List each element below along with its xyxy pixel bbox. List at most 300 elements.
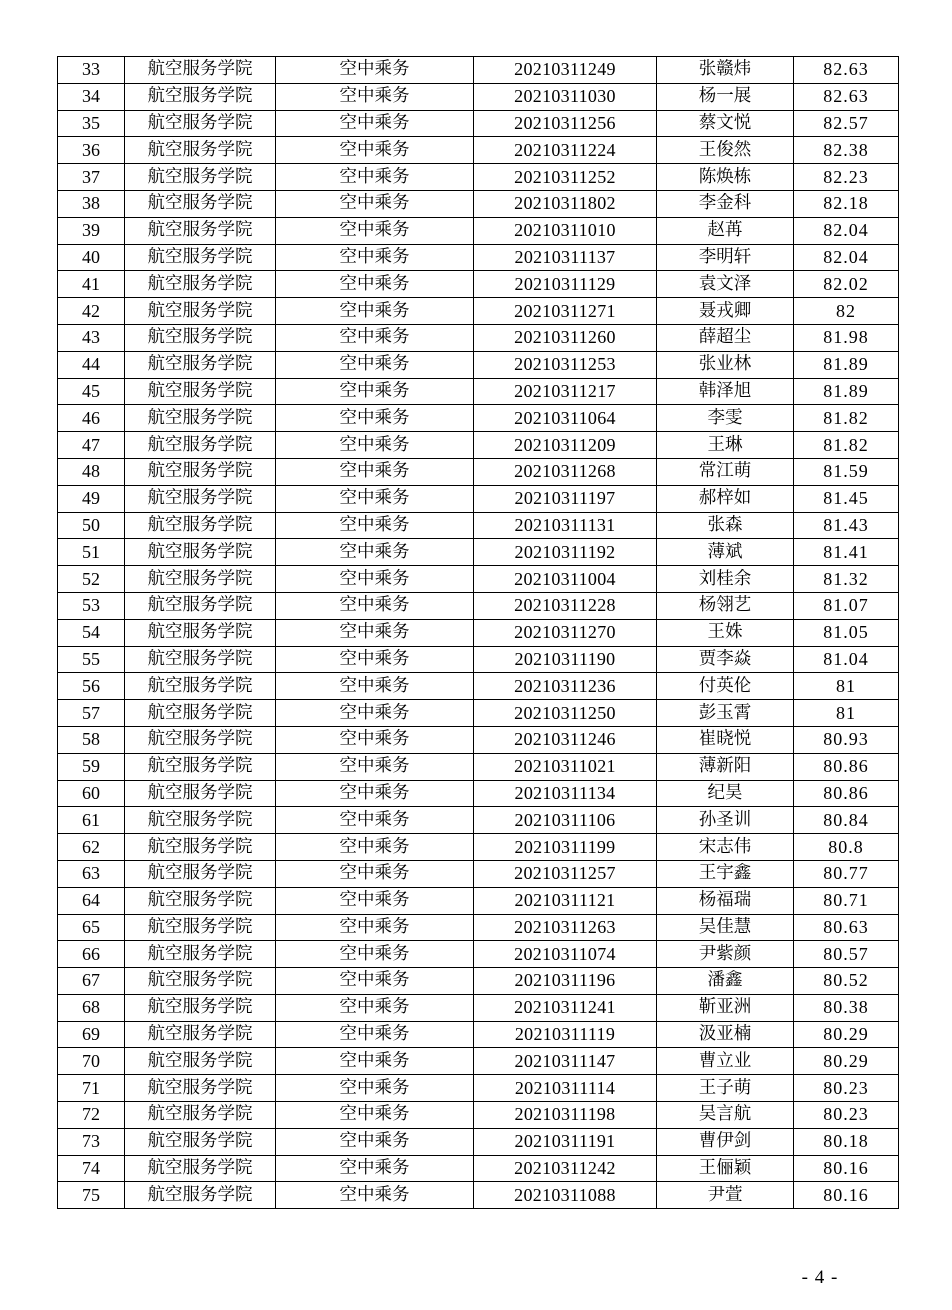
major-cell: 空中乘务	[276, 619, 474, 646]
table-row	[58, 700, 899, 727]
score-cell: 81.59	[794, 458, 899, 485]
student-name-cell: 张森	[657, 512, 794, 539]
student-id-cell: 20210311030	[474, 83, 657, 110]
row-number-cell: 59	[58, 753, 125, 780]
student-id-cell: 20210311192	[474, 539, 657, 566]
score-cell: 82.04	[794, 244, 899, 271]
student-name-cell: 吴言航	[657, 1102, 794, 1129]
row-number-cell: 53	[58, 592, 125, 619]
student-name-cell: 王琳	[657, 432, 794, 459]
student-name-cell: 王姝	[657, 619, 794, 646]
major-cell: 空中乘务	[276, 941, 474, 968]
college-cell: 航空服务学院	[125, 860, 276, 887]
table-row	[58, 110, 899, 137]
student-id-cell: 20210311088	[474, 1182, 657, 1209]
college-cell: 航空服务学院	[125, 324, 276, 351]
score-cell: 81.98	[794, 324, 899, 351]
table-row	[58, 673, 899, 700]
student-name-cell: 王俪颖	[657, 1155, 794, 1182]
score-cell: 82.63	[794, 57, 899, 84]
student-name-cell: 蔡文悦	[657, 110, 794, 137]
student-name-cell: 王子萌	[657, 1075, 794, 1102]
score-cell: 81.82	[794, 432, 899, 459]
student-name-cell: 杨一展	[657, 83, 794, 110]
college-cell: 航空服务学院	[125, 57, 276, 84]
table-row	[58, 432, 899, 459]
major-cell: 空中乘务	[276, 83, 474, 110]
page-number: - 4 -	[801, 1267, 839, 1288]
major-cell: 空中乘务	[276, 190, 474, 217]
student-name-cell: 李明轩	[657, 244, 794, 271]
table-row	[58, 1155, 899, 1182]
student-name-cell: 付英伦	[657, 673, 794, 700]
major-cell: 空中乘务	[276, 351, 474, 378]
student-name-cell: 彭玉霄	[657, 700, 794, 727]
table-row	[58, 271, 899, 298]
table-row	[58, 458, 899, 485]
college-cell: 航空服务学院	[125, 1021, 276, 1048]
row-number-cell: 48	[58, 458, 125, 485]
table-body	[58, 57, 899, 1209]
row-number-cell: 64	[58, 887, 125, 914]
college-cell: 航空服务学院	[125, 137, 276, 164]
student-id-cell: 20210311137	[474, 244, 657, 271]
row-number-cell: 66	[58, 941, 125, 968]
student-id-cell: 20210311134	[474, 780, 657, 807]
table-row	[58, 298, 899, 325]
major-cell: 空中乘务	[276, 968, 474, 995]
student-id-cell: 20210311224	[474, 137, 657, 164]
major-cell: 空中乘务	[276, 1102, 474, 1129]
score-cell: 81	[794, 673, 899, 700]
student-name-cell: 吴佳慧	[657, 914, 794, 941]
student-id-cell: 20210311191	[474, 1128, 657, 1155]
college-cell: 航空服务学院	[125, 244, 276, 271]
table-row	[58, 324, 899, 351]
college-cell: 航空服务学院	[125, 780, 276, 807]
row-number-cell: 71	[58, 1075, 125, 1102]
score-cell: 80.23	[794, 1075, 899, 1102]
score-cell: 80.86	[794, 753, 899, 780]
score-cell: 82.04	[794, 217, 899, 244]
major-cell: 空中乘务	[276, 1155, 474, 1182]
major-cell: 空中乘务	[276, 244, 474, 271]
score-cell: 81.89	[794, 351, 899, 378]
table-row	[58, 190, 899, 217]
major-cell: 空中乘务	[276, 405, 474, 432]
college-cell: 航空服务学院	[125, 726, 276, 753]
table-row	[58, 217, 899, 244]
table-row	[58, 512, 899, 539]
score-cell: 82.02	[794, 271, 899, 298]
student-name-cell: 曹伊剑	[657, 1128, 794, 1155]
student-id-cell: 20210311131	[474, 512, 657, 539]
college-cell: 航空服务学院	[125, 110, 276, 137]
row-number-cell: 39	[58, 217, 125, 244]
table-row	[58, 807, 899, 834]
major-cell: 空中乘务	[276, 1182, 474, 1209]
student-name-cell: 潘鑫	[657, 968, 794, 995]
student-id-cell: 20210311129	[474, 271, 657, 298]
college-cell: 航空服务学院	[125, 190, 276, 217]
score-cell: 81.05	[794, 619, 899, 646]
table-row	[58, 137, 899, 164]
score-cell: 82.63	[794, 83, 899, 110]
row-number-cell: 47	[58, 432, 125, 459]
major-cell: 空中乘务	[276, 834, 474, 861]
student-name-cell: 王宇鑫	[657, 860, 794, 887]
table-row	[58, 1075, 899, 1102]
student-name-cell: 李金科	[657, 190, 794, 217]
student-id-cell: 20210311249	[474, 57, 657, 84]
college-cell: 航空服务学院	[125, 1182, 276, 1209]
college-cell: 航空服务学院	[125, 566, 276, 593]
major-cell: 空中乘务	[276, 110, 474, 137]
student-id-cell: 20210311263	[474, 914, 657, 941]
major-cell: 空中乘务	[276, 1021, 474, 1048]
score-cell: 81.41	[794, 539, 899, 566]
student-id-cell: 20210311270	[474, 619, 657, 646]
student-name-cell: 薄斌	[657, 539, 794, 566]
score-cell: 80.84	[794, 807, 899, 834]
college-cell: 航空服务学院	[125, 646, 276, 673]
major-cell: 空中乘务	[276, 432, 474, 459]
student-name-cell: 汲亚楠	[657, 1021, 794, 1048]
major-cell: 空中乘务	[276, 1075, 474, 1102]
major-cell: 空中乘务	[276, 994, 474, 1021]
table-row	[58, 646, 899, 673]
row-number-cell: 51	[58, 539, 125, 566]
student-name-cell: 宋志伟	[657, 834, 794, 861]
row-number-cell: 61	[58, 807, 125, 834]
table-row	[58, 1128, 899, 1155]
college-cell: 航空服务学院	[125, 1048, 276, 1075]
score-cell: 81.89	[794, 378, 899, 405]
student-name-cell: 曹立业	[657, 1048, 794, 1075]
college-cell: 航空服务学院	[125, 1102, 276, 1129]
student-id-cell: 20210311242	[474, 1155, 657, 1182]
score-cell: 82.38	[794, 137, 899, 164]
row-number-cell: 68	[58, 994, 125, 1021]
score-cell: 80.8	[794, 834, 899, 861]
student-id-cell: 20210311209	[474, 432, 657, 459]
student-name-cell: 赵苒	[657, 217, 794, 244]
row-number-cell: 56	[58, 673, 125, 700]
score-cell: 80.63	[794, 914, 899, 941]
row-number-cell: 73	[58, 1128, 125, 1155]
major-cell: 空中乘务	[276, 539, 474, 566]
major-cell: 空中乘务	[276, 646, 474, 673]
table-row	[58, 1048, 899, 1075]
major-cell: 空中乘务	[276, 1048, 474, 1075]
college-cell: 航空服务学院	[125, 753, 276, 780]
student-name-cell: 薛超尘	[657, 324, 794, 351]
student-id-cell: 20210311802	[474, 190, 657, 217]
score-cell: 80.57	[794, 941, 899, 968]
score-cell: 81	[794, 700, 899, 727]
score-cell: 81.43	[794, 512, 899, 539]
student-name-cell: 李雯	[657, 405, 794, 432]
table-row	[58, 378, 899, 405]
student-name-cell: 张业林	[657, 351, 794, 378]
table-row	[58, 566, 899, 593]
college-cell: 航空服务学院	[125, 941, 276, 968]
college-cell: 航空服务学院	[125, 217, 276, 244]
student-name-cell: 孙圣训	[657, 807, 794, 834]
major-cell: 空中乘务	[276, 780, 474, 807]
college-cell: 航空服务学院	[125, 914, 276, 941]
row-number-cell: 43	[58, 324, 125, 351]
student-id-cell: 20210311010	[474, 217, 657, 244]
student-id-cell: 20210311196	[474, 968, 657, 995]
major-cell: 空中乘务	[276, 57, 474, 84]
college-cell: 航空服务学院	[125, 673, 276, 700]
score-cell: 81.82	[794, 405, 899, 432]
student-name-cell: 陈焕栋	[657, 164, 794, 191]
row-number-cell: 62	[58, 834, 125, 861]
table-row	[58, 539, 899, 566]
major-cell: 空中乘务	[276, 324, 474, 351]
student-name-cell: 袁文泽	[657, 271, 794, 298]
row-number-cell: 67	[58, 968, 125, 995]
row-number-cell: 55	[58, 646, 125, 673]
row-number-cell: 33	[58, 57, 125, 84]
table-row	[58, 164, 899, 191]
row-number-cell: 57	[58, 700, 125, 727]
college-cell: 航空服务学院	[125, 298, 276, 325]
score-cell: 80.18	[794, 1128, 899, 1155]
student-name-cell: 靳亚洲	[657, 994, 794, 1021]
score-cell: 80.93	[794, 726, 899, 753]
score-cell: 80.52	[794, 968, 899, 995]
college-cell: 航空服务学院	[125, 164, 276, 191]
student-id-cell: 20210311106	[474, 807, 657, 834]
college-cell: 航空服务学院	[125, 994, 276, 1021]
row-number-cell: 40	[58, 244, 125, 271]
major-cell: 空中乘务	[276, 164, 474, 191]
score-cell: 80.16	[794, 1182, 899, 1209]
score-cell: 81.07	[794, 592, 899, 619]
student-name-cell: 杨福瑞	[657, 887, 794, 914]
student-name-cell: 纪昊	[657, 780, 794, 807]
row-number-cell: 37	[58, 164, 125, 191]
row-number-cell: 65	[58, 914, 125, 941]
major-cell: 空中乘务	[276, 271, 474, 298]
score-cell: 81.32	[794, 566, 899, 593]
row-number-cell: 34	[58, 83, 125, 110]
student-id-cell: 20210311271	[474, 298, 657, 325]
major-cell: 空中乘务	[276, 1128, 474, 1155]
table-row	[58, 619, 899, 646]
major-cell: 空中乘务	[276, 753, 474, 780]
row-number-cell: 72	[58, 1102, 125, 1129]
table-row	[58, 941, 899, 968]
score-cell: 80.16	[794, 1155, 899, 1182]
student-name-cell: 韩泽旭	[657, 378, 794, 405]
student-name-cell: 杨翎艺	[657, 592, 794, 619]
row-number-cell: 46	[58, 405, 125, 432]
row-number-cell: 44	[58, 351, 125, 378]
student-id-cell: 20210311228	[474, 592, 657, 619]
college-cell: 航空服务学院	[125, 351, 276, 378]
student-id-cell: 20210311197	[474, 485, 657, 512]
table-row	[58, 726, 899, 753]
row-number-cell: 50	[58, 512, 125, 539]
row-number-cell: 60	[58, 780, 125, 807]
student-id-cell: 20210311064	[474, 405, 657, 432]
row-number-cell: 41	[58, 271, 125, 298]
table-row	[58, 860, 899, 887]
row-number-cell: 52	[58, 566, 125, 593]
college-cell: 航空服务学院	[125, 1155, 276, 1182]
student-id-cell: 20210311252	[474, 164, 657, 191]
table-row	[58, 405, 899, 432]
major-cell: 空中乘务	[276, 673, 474, 700]
college-cell: 航空服务学院	[125, 432, 276, 459]
student-id-cell: 20210311260	[474, 324, 657, 351]
major-cell: 空中乘务	[276, 298, 474, 325]
college-cell: 航空服务学院	[125, 968, 276, 995]
college-cell: 航空服务学院	[125, 485, 276, 512]
student-id-cell: 20210311121	[474, 887, 657, 914]
student-name-cell: 张赣炜	[657, 57, 794, 84]
major-cell: 空中乘务	[276, 137, 474, 164]
student-name-cell: 郝梓如	[657, 485, 794, 512]
score-cell: 80.29	[794, 1021, 899, 1048]
student-name-cell: 王俊然	[657, 137, 794, 164]
score-cell: 81.04	[794, 646, 899, 673]
score-cell: 80.71	[794, 887, 899, 914]
college-cell: 航空服务学院	[125, 83, 276, 110]
score-cell: 80.23	[794, 1102, 899, 1129]
college-cell: 航空服务学院	[125, 405, 276, 432]
major-cell: 空中乘务	[276, 807, 474, 834]
row-number-cell: 45	[58, 378, 125, 405]
score-cell: 82.23	[794, 164, 899, 191]
row-number-cell: 63	[58, 860, 125, 887]
major-cell: 空中乘务	[276, 700, 474, 727]
college-cell: 航空服务学院	[125, 539, 276, 566]
student-id-cell: 20210311147	[474, 1048, 657, 1075]
table-row	[58, 968, 899, 995]
student-name-cell: 贾李焱	[657, 646, 794, 673]
student-id-cell: 20210311241	[474, 994, 657, 1021]
score-cell: 80.86	[794, 780, 899, 807]
table-row	[58, 83, 899, 110]
table-row	[58, 592, 899, 619]
score-cell: 82	[794, 298, 899, 325]
college-cell: 航空服务学院	[125, 512, 276, 539]
score-table	[57, 56, 899, 1209]
major-cell: 空中乘务	[276, 592, 474, 619]
row-number-cell: 70	[58, 1048, 125, 1075]
student-id-cell: 20210311074	[474, 941, 657, 968]
college-cell: 航空服务学院	[125, 378, 276, 405]
row-number-cell: 69	[58, 1021, 125, 1048]
score-cell: 80.29	[794, 1048, 899, 1075]
student-id-cell: 20210311250	[474, 700, 657, 727]
row-number-cell: 36	[58, 137, 125, 164]
college-cell: 航空服务学院	[125, 1128, 276, 1155]
student-id-cell: 20210311021	[474, 753, 657, 780]
table-row	[58, 351, 899, 378]
major-cell: 空中乘务	[276, 566, 474, 593]
student-id-cell: 20210311253	[474, 351, 657, 378]
college-cell: 航空服务学院	[125, 887, 276, 914]
score-cell: 80.38	[794, 994, 899, 1021]
college-cell: 航空服务学院	[125, 834, 276, 861]
student-id-cell: 20210311236	[474, 673, 657, 700]
table-row	[58, 914, 899, 941]
major-cell: 空中乘务	[276, 860, 474, 887]
major-cell: 空中乘务	[276, 217, 474, 244]
row-number-cell: 75	[58, 1182, 125, 1209]
score-cell: 82.18	[794, 190, 899, 217]
student-name-cell: 刘桂余	[657, 566, 794, 593]
row-number-cell: 74	[58, 1155, 125, 1182]
major-cell: 空中乘务	[276, 458, 474, 485]
student-id-cell: 20210311199	[474, 834, 657, 861]
student-id-cell: 20210311217	[474, 378, 657, 405]
score-cell: 82.57	[794, 110, 899, 137]
college-cell: 航空服务学院	[125, 619, 276, 646]
student-id-cell: 20210311190	[474, 646, 657, 673]
table-row	[58, 994, 899, 1021]
student-name-cell: 尹萱	[657, 1182, 794, 1209]
major-cell: 空中乘务	[276, 887, 474, 914]
major-cell: 空中乘务	[276, 726, 474, 753]
table-row	[58, 780, 899, 807]
table-row	[58, 834, 899, 861]
student-name-cell: 崔晓悦	[657, 726, 794, 753]
student-name-cell: 尹紫颜	[657, 941, 794, 968]
student-id-cell: 20210311256	[474, 110, 657, 137]
college-cell: 航空服务学院	[125, 271, 276, 298]
table-row	[58, 887, 899, 914]
major-cell: 空中乘务	[276, 914, 474, 941]
row-number-cell: 58	[58, 726, 125, 753]
student-id-cell: 20210311257	[474, 860, 657, 887]
student-name-cell: 薄新阳	[657, 753, 794, 780]
table-row	[58, 244, 899, 271]
row-number-cell: 35	[58, 110, 125, 137]
table-row	[58, 753, 899, 780]
table-row	[58, 485, 899, 512]
college-cell: 航空服务学院	[125, 458, 276, 485]
score-cell: 80.77	[794, 860, 899, 887]
table-row	[58, 57, 899, 84]
student-name-cell: 聂戎卿	[657, 298, 794, 325]
college-cell: 航空服务学院	[125, 700, 276, 727]
student-id-cell: 20210311114	[474, 1075, 657, 1102]
college-cell: 航空服务学院	[125, 1075, 276, 1102]
major-cell: 空中乘务	[276, 378, 474, 405]
table-row	[58, 1102, 899, 1129]
college-cell: 航空服务学院	[125, 807, 276, 834]
student-id-cell: 20210311004	[474, 566, 657, 593]
table-row	[58, 1182, 899, 1209]
row-number-cell: 49	[58, 485, 125, 512]
college-cell: 航空服务学院	[125, 592, 276, 619]
student-id-cell: 20210311198	[474, 1102, 657, 1129]
student-id-cell: 20210311246	[474, 726, 657, 753]
score-cell: 81.45	[794, 485, 899, 512]
major-cell: 空中乘务	[276, 485, 474, 512]
student-id-cell: 20210311119	[474, 1021, 657, 1048]
student-id-cell: 20210311268	[474, 458, 657, 485]
row-number-cell: 42	[58, 298, 125, 325]
table-row	[58, 1021, 899, 1048]
